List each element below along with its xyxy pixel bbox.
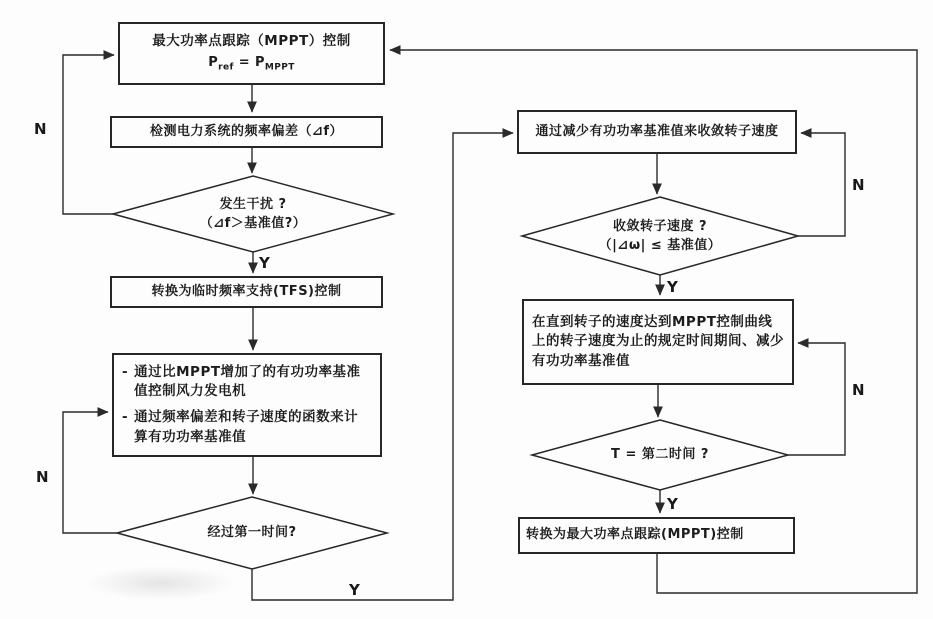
branch-label-no-firsttime: N — [36, 468, 49, 486]
branch-label-yes-firsttime: Y — [349, 581, 360, 599]
formula-equals-p: = P — [233, 55, 265, 71]
loop-secondtime-no — [788, 343, 845, 455]
branch-label-yes-secondtime: Y — [667, 495, 678, 513]
formula-sub-mppt: MPPT — [264, 63, 295, 74]
node-return-to-mppt — [518, 517, 795, 554]
node-tfs-control — [110, 276, 383, 308]
scan-artifact — [86, 566, 236, 600]
branch-label-no-secondtime: N — [852, 381, 865, 399]
loop-disturbance-no — [63, 55, 114, 214]
diamond-first-time — [117, 497, 387, 569]
tfs-action-2-text: 通过频率偏差和转子速度的函数来计算有功功率基准值 — [134, 409, 359, 445]
node-reduce-power-converge-speed-label: 通过减少有功功率基准值来收敛转子速度 — [535, 123, 779, 139]
node-reduce-power-converge-speed — [517, 110, 797, 154]
node-mppt-control-title: 最大功率点跟踪（MPPT）控制 — [152, 32, 351, 49]
diamond-disturbance — [113, 176, 393, 252]
diamond-converge-check-line2: （|⊿ω| ≤ 基准值） — [598, 238, 722, 253]
loop-check-no — [798, 133, 845, 236]
node-detect-frequency-deviation-label: 检测电力系统的频率偏差（⊿f） — [149, 123, 344, 139]
diamond-disturbance-line1: 发生干扰 ? — [219, 196, 287, 212]
diamond-converge-check — [522, 197, 798, 275]
node-mppt-control — [118, 22, 385, 85]
loop-firsttime-no — [63, 412, 117, 533]
node-reduce-during-period-label: 在直到转子的速度达到MPPT控制曲线上的转子速度为止的规定时间期间、减少有功功率基准值 — [532, 313, 784, 369]
branch-label-yes-converge: Y — [667, 278, 678, 296]
branch-label-no-disturbance: N — [34, 120, 47, 138]
diamond-converge-check-line1: 收敛转子速度 ? — [612, 218, 708, 234]
branch-label-no-converge: N — [852, 176, 865, 194]
tfs-action-1-text: 通过比MPPT增加了的有功功率基准值控制风力发电机 — [134, 363, 361, 400]
tfs-action-2 — [114, 408, 380, 447]
diamond-first-time-label: 经过第一时间? — [207, 525, 297, 541]
node-return-to-mppt-label: 转换为最大功率点跟踪(MPPT)控制 — [526, 527, 744, 543]
node-mppt-control-formula — [208, 54, 295, 75]
node-tfs-control-label: 转换为临时频率支持(TFS)控制 — [151, 283, 342, 299]
diamond-second-time-label: T = 第二时间 ? — [611, 447, 709, 463]
formula-p: P — [208, 55, 219, 71]
node-detect-frequency-deviation — [110, 116, 383, 148]
bullet-dash: - — [122, 363, 129, 380]
formula-sub-ref: ref — [218, 63, 234, 74]
bullet-dash: - — [122, 409, 129, 425]
branch-label-yes-disturbance: Y — [259, 254, 270, 272]
diamond-second-time — [532, 420, 788, 490]
node-tfs-actions — [112, 353, 382, 457]
tfs-action-1 — [114, 363, 380, 402]
diamond-disturbance-line2: （⊿f＞基准值?） — [199, 216, 307, 231]
node-reduce-during-period — [522, 299, 794, 385]
